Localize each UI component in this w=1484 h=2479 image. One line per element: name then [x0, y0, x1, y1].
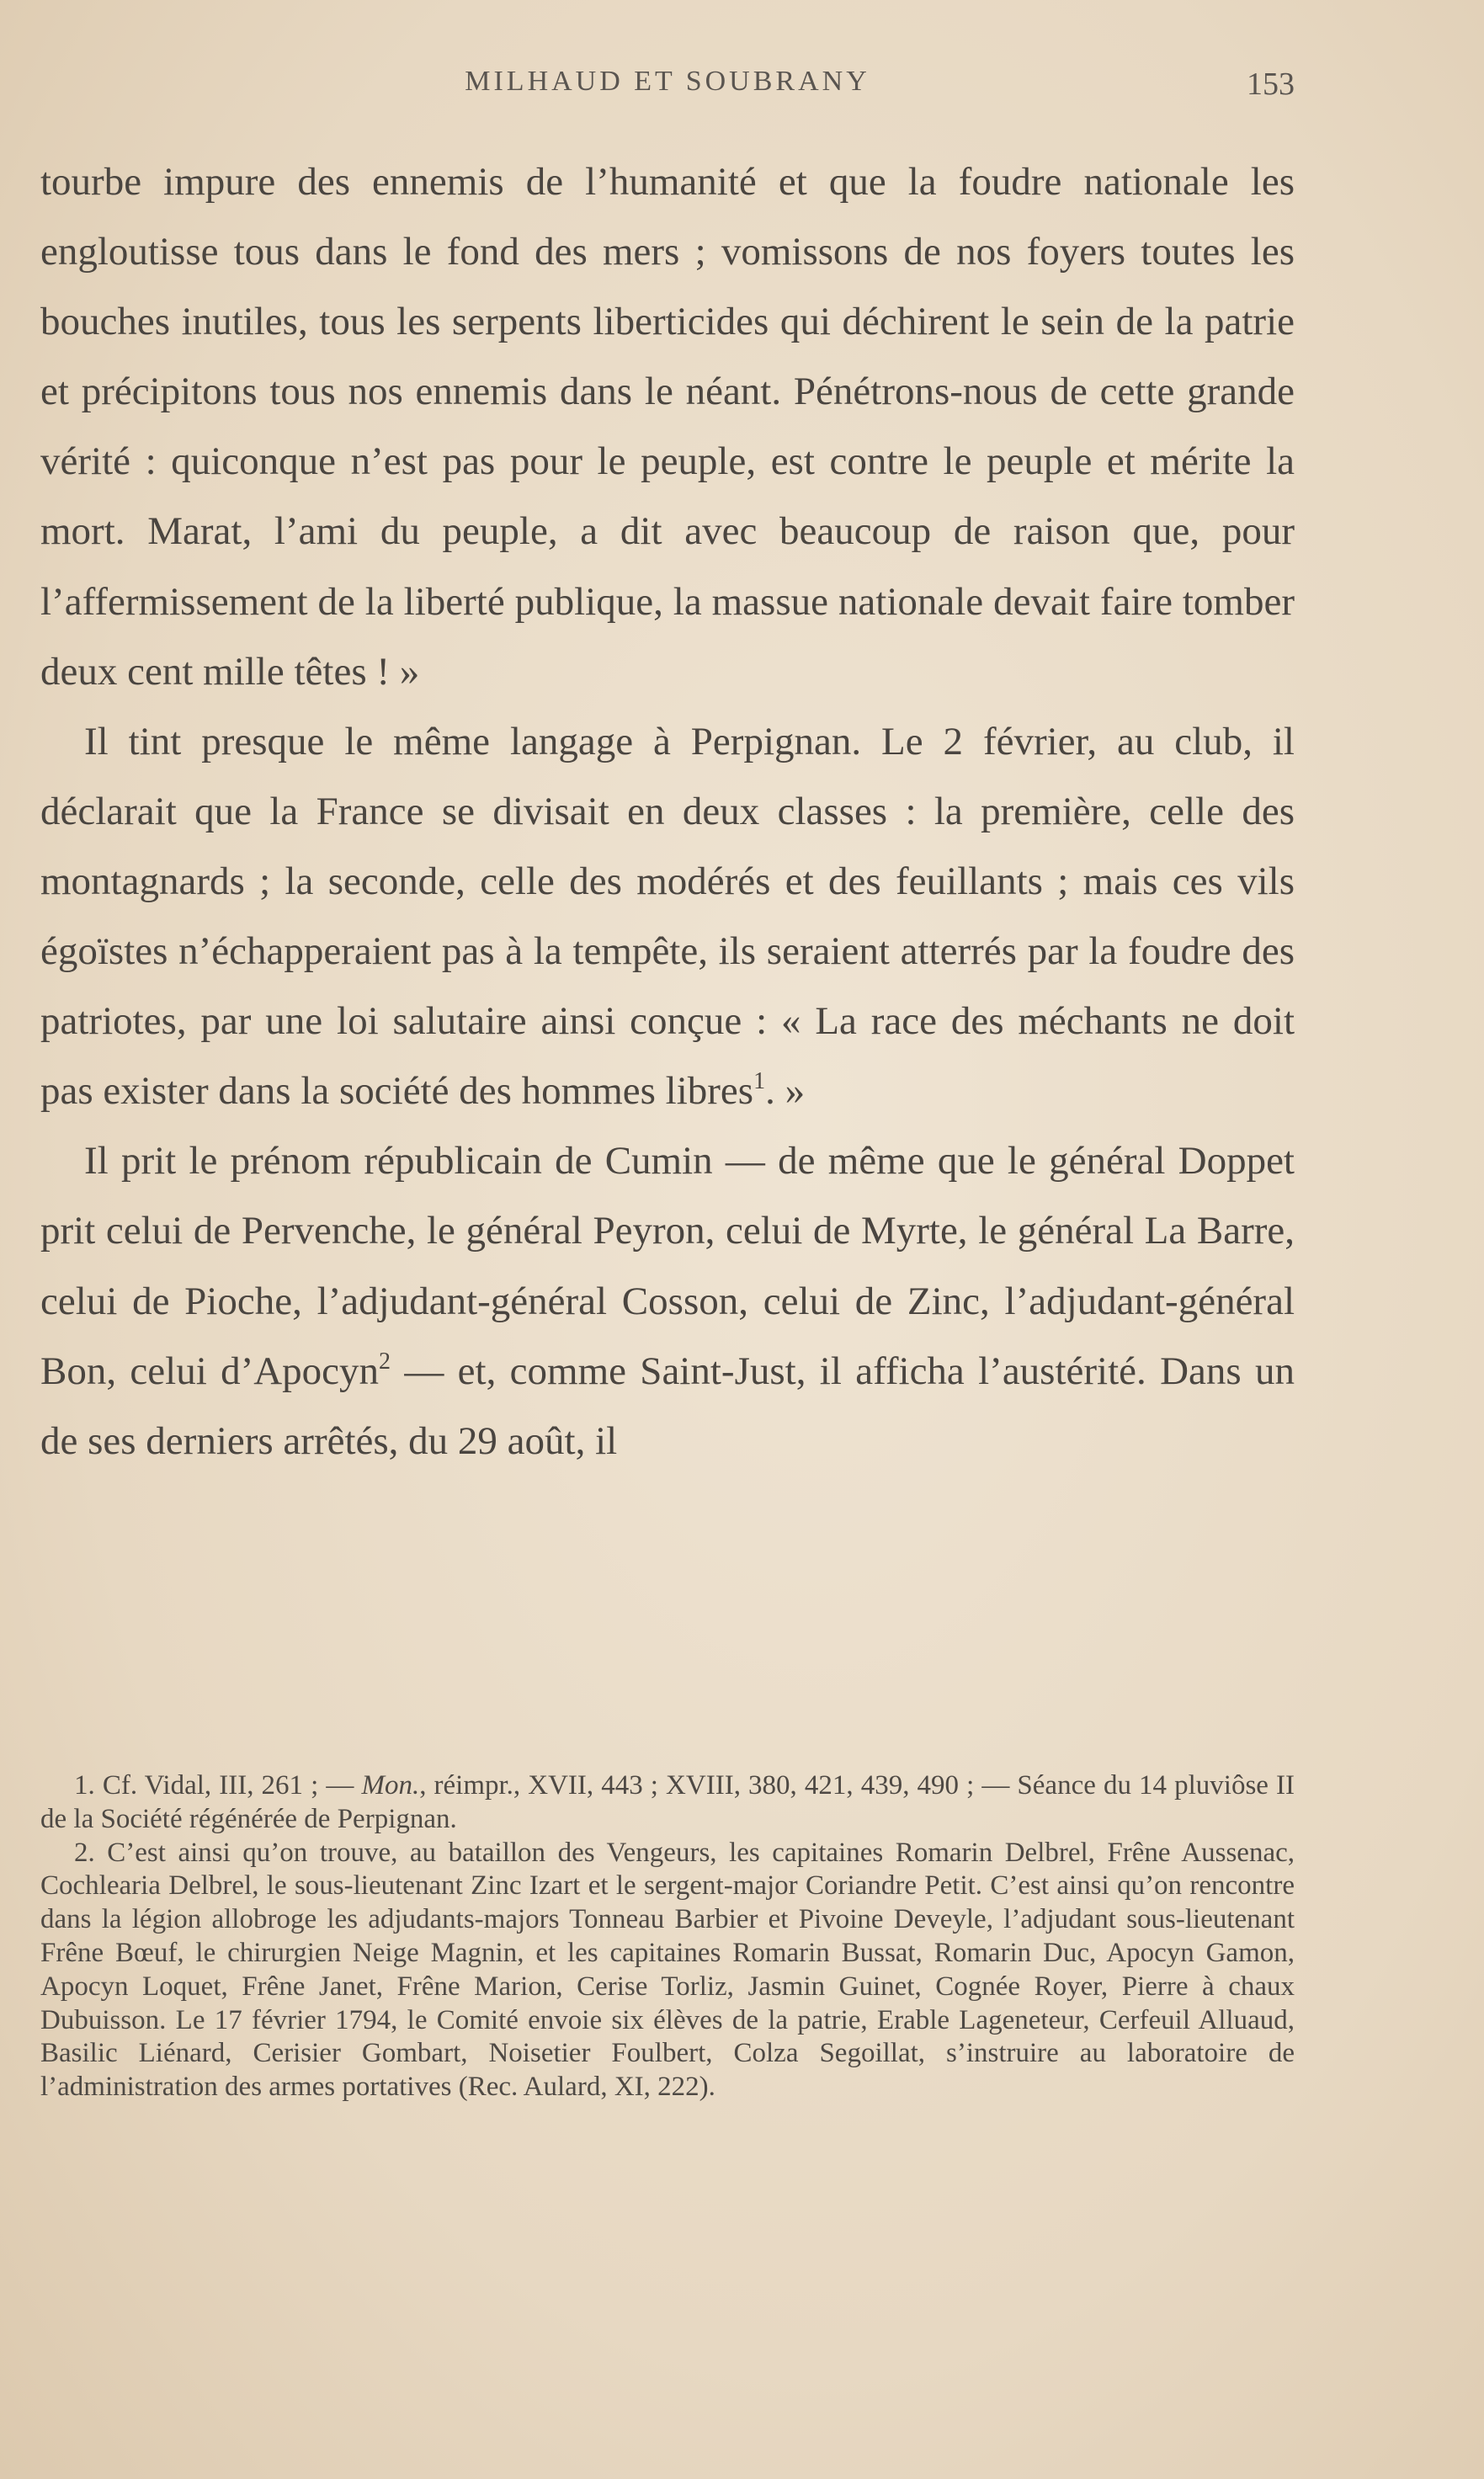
footnote-reference: 1 — [753, 1068, 766, 1095]
main-text — [40, 147, 1295, 1476]
paragraph-text: — et, comme Saint-Just, il afficha l’austérité. Dans un de ses derniers arrêtés, du 29 août, il — [40, 1349, 1295, 1463]
page-header — [40, 66, 1295, 116]
footnotes — [40, 1769, 1295, 2104]
paragraph-text: tourbe impure des ennemis de l’humanité et que la foudre nationale les engloutisse tous dans le fond des mers ; vomissons de nos foyers toutes les bouches inutiles, tous les serpents liberticides qui déchirent le sein de la patrie et précipitons tous nos ennemis dans le néant. Pénétrons-nous de cette grande vérité : quiconque n’est pas pour le peuple, est contre le peuple et mérite la mort. Marat, l’ami du peuple, a dit avec beaucoup de raison que, pour l’affermissement de la liberté publique, la massue nationale devait faire tomber deux cent mille têtes ! » — [40, 160, 1295, 694]
footnote — [40, 1769, 1295, 1837]
running-title: MILHAUD ET SOUBRANY — [465, 66, 870, 97]
paragraph-text: Il tint presque le même langage à Perpignan. Le 2 février, au club, il déclarait que la France se divisait en deux classes : la première, celle des montagnards ; la seconde, celle des modérés et des feuillants ; mais ces vils égoïstes n’échapperaient pas à la tempête, ils seraient atterrés par la foudre des patriotes, par une loi salutaire ainsi conçue : « La race des méchants ne doit pas exister dans la société des hommes libres — [40, 719, 1295, 1114]
footnote-text: C’est ainsi qu’on trouve, au bataillon des Vengeurs, les capitaines Romarin Delbrel, Frêne Aussenac, Cochlearia Delbrel, le sous-lieutenant Zinc Izart et le sergent-major Coriandre Petit. C’est ainsi qu’on rencontre dans la légion allobroge les adjudants-majors Tonneau Barbier et Pivoine Deveyle, l’adjudant sous-lieutenant Frêne Bœuf, le chirurgien Neige Magnin, et les capitaines Romarin Bussat, Romarin Duc, Apocyn Gamon, Apocyn Loquet, Frêne Janet, Frêne Marion, Cerise Torliz, Jasmin Guinet, Cognée Royer, Pierre à chaux Dubuisson. Le 17 février 1794, le Comité envoie six élèves de la patrie, Erable Lageneteur, Cerfeuil Alluaud, Basilic Liénard, Cerisier Gombart, Noisetier Foulbert, Colza Segoillat, s’instruire au laboratoire de l’administration des armes portatives (Rec. Aulard, XI, 222). — [40, 1837, 1295, 2103]
paragraph-text: . » — [765, 1069, 806, 1114]
footnote-number: 1. — [74, 1770, 95, 1801]
footnote-number: 2. — [74, 1837, 95, 1868]
page-number: 153 — [1247, 66, 1295, 102]
footnote-text: , réimpr., XVII, 443 ; XVIII, 380, 421, 439, 490 ; — Séance du 14 pluviôse II de la Société régénérée de Perpignan. — [40, 1770, 1295, 1834]
paragraph — [40, 707, 1295, 1127]
paragraph-text: Il prit le prénom républicain de Cumin — de même que le général Doppet prit celui de Pervenche, le général Peyron, celui de Myrte, le général La Barre, celui de Pioche, l’adjudant-général Cosson, celui de Zinc, l’adjudant-général Bon, celui d’Apocyn — [40, 1139, 1295, 1393]
paragraph — [40, 1126, 1295, 1476]
footnote-italic: Mon. — [361, 1770, 420, 1801]
footnote — [40, 1837, 1295, 2104]
paragraph — [40, 147, 1295, 707]
footnote-reference: 2 — [379, 1348, 391, 1375]
footnote-text: Cf. Vidal, III, 261 ; — — [94, 1770, 362, 1801]
